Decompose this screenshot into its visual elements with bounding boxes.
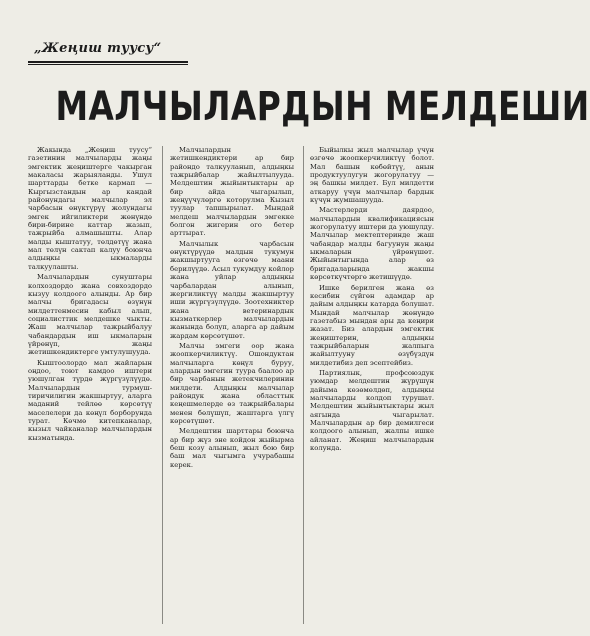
paragraph: Кыштоолордо мал жайларын оңдоо, тоют камдоо иштери уюшулган түрдө жүргүзүлүүдө. Малчылардын турмуш-тиричилигин жакшыртуу, аларга маданий тейлөө көрсөтүү маселелери да көңүл борборунда турат. Көчмө китепканалар, кызыл чайканалар малчылардын кызматында. [28, 358, 152, 442]
paragraph: Мастерлерди даярдоо, малчылардын квалификациясын жогорулатуу иштери да уюшулду. Малчылар мектептеринде жаш чабандар малды багуунун жаңы ыкмаларын үйрөнүшөт. Жыйынтыгында алар өз бригадаларында жакшы көрсөткүчтөргө жетишүүдө. [310, 206, 434, 282]
paragraph: Малчылык чарбасын өнүктүрүүдө малдын тукумун жакшыртууга өзгөчө маани берилүүдө. Асыл тукумдуу койлор жана уйлар алдыңкы чарбалардан алынып, жергиликтүү малды жакшыртуу иши жүргүзүлүүдө. Зоотехниктер жана ветеринардык кызматкерлер малчылардын жанында болуп, аларга ар дайым жардам көрсөтүшөт. [170, 239, 294, 340]
paragraph: Мелдештин шарттары боюнча ар бир жүз эне койдон жыйырма беш козу алынып, жыл бою бир баш мал чыгымга учурабашы керек. [170, 427, 294, 469]
article-column-2 [170, 146, 294, 624]
column-divider [303, 146, 304, 624]
paragraph: Малчылардын сунуштары колхоздордо жана совхоздордо кызуу колдоого алынды. Ар бир малчы бригадасы өзүнүн милдеттенмесин кабыл алып, социалисттик мелдешке чыкты. Жаш малчылар тажрыйбалуу чабандардын иш ыкмаларын үйрөнүп, жаңы жетишкендиктерге умтулушууда. [28, 273, 152, 357]
article-headline: МАЛЧЫЛАРДЫН МЕЛДЕШИ [55, 84, 590, 130]
paragraph: Малчы эмгеги оор жана жоопкерчиликтүү. Ошондуктан малчыларга көңүл буруу, алардын эмгегин туура баалоо ар бир чарбанын жетекчилеринин милдети. Алдыңкы малчылар райондук жана областтык кеңешмелерде өз тажрыйбалары менен бөлүшүп, жаштарга үлгү көрсөтүшөт. [170, 341, 294, 425]
paragraph: Жакында „Жеңиш туусу“ газетинин малчыларды жаңы эмгектик жеңиштерге чакырган макаласы жарыяланды. Ушул шарттарды бетке кармап — Кыргызстандын ар кандай районундагы малчылар эл чарбасын өнүктүрүү жолундагы эмгек ийгиликтери жөнүндө бири-бирине каттар жазып, тажрыйба алмашышты. Алар малды кыштатуу, төлдөтүү жана мал төлүн сактап калуу боюнча алдыңкы ыкмаларды талкуулашты. [28, 146, 152, 271]
paragraph: Малчылардын жетишкендиктери ар бир райондо талкууланып, алдыңкы тажрыйбалар жайылтылууда. Мелдештин жыйынтыктары ар бир айда чыгарылып, жеңүүчүлөргө которулма Кызыл туулар тапшырылат. Мындай мелдеш малчылардын эмгекке болгон жигерин ого бетер арттырат. [170, 146, 294, 238]
paragraph: Партиялык, профсоюздук уюмдар мелдештин жүрүшүн дайыма көзөмөлдөп, алдыңкы малчыларды колдоп турушат. Мелдештин жыйынтыктары жыл аягында чыгарылат. Малчылардын ар бир демилгеси колдоого алынып, жалпы ишке айланат. Жеңиш малчылардын колунда. [310, 368, 434, 453]
article-column-1 [28, 146, 152, 624]
article-column-3 [310, 146, 434, 624]
paragraph: Ишке берилген жана өз кесибин сүйгөн адамдар ар дайым алдыңкы катарда болушат. Мындай малчылар жөнүндө газетабыз мындан ары да кеңири жазат. Биз алардын эмгектик жеңиштерин, алдыңкы тажрыйбаларын жалпыга жайылтууну өзүбүздүн милдетибиз деп эсептейбиз. [310, 283, 434, 367]
rubric-rule-thin [28, 64, 188, 65]
paragraph: Быйылкы жыл малчылар үчүн өзгөчө жоопкерчиликтүү болот. Мал башын көбөйтүү, анын продуктуулугун жогорулатуу — эң башкы милдет. Бул милдетти аткаруу үчүн малчылар бардык күчүн жумшашууда. [310, 146, 434, 205]
rubric-label: „Жеңиш туусу“ [34, 41, 162, 56]
rubric-rule [28, 61, 188, 63]
column-divider [162, 146, 163, 624]
